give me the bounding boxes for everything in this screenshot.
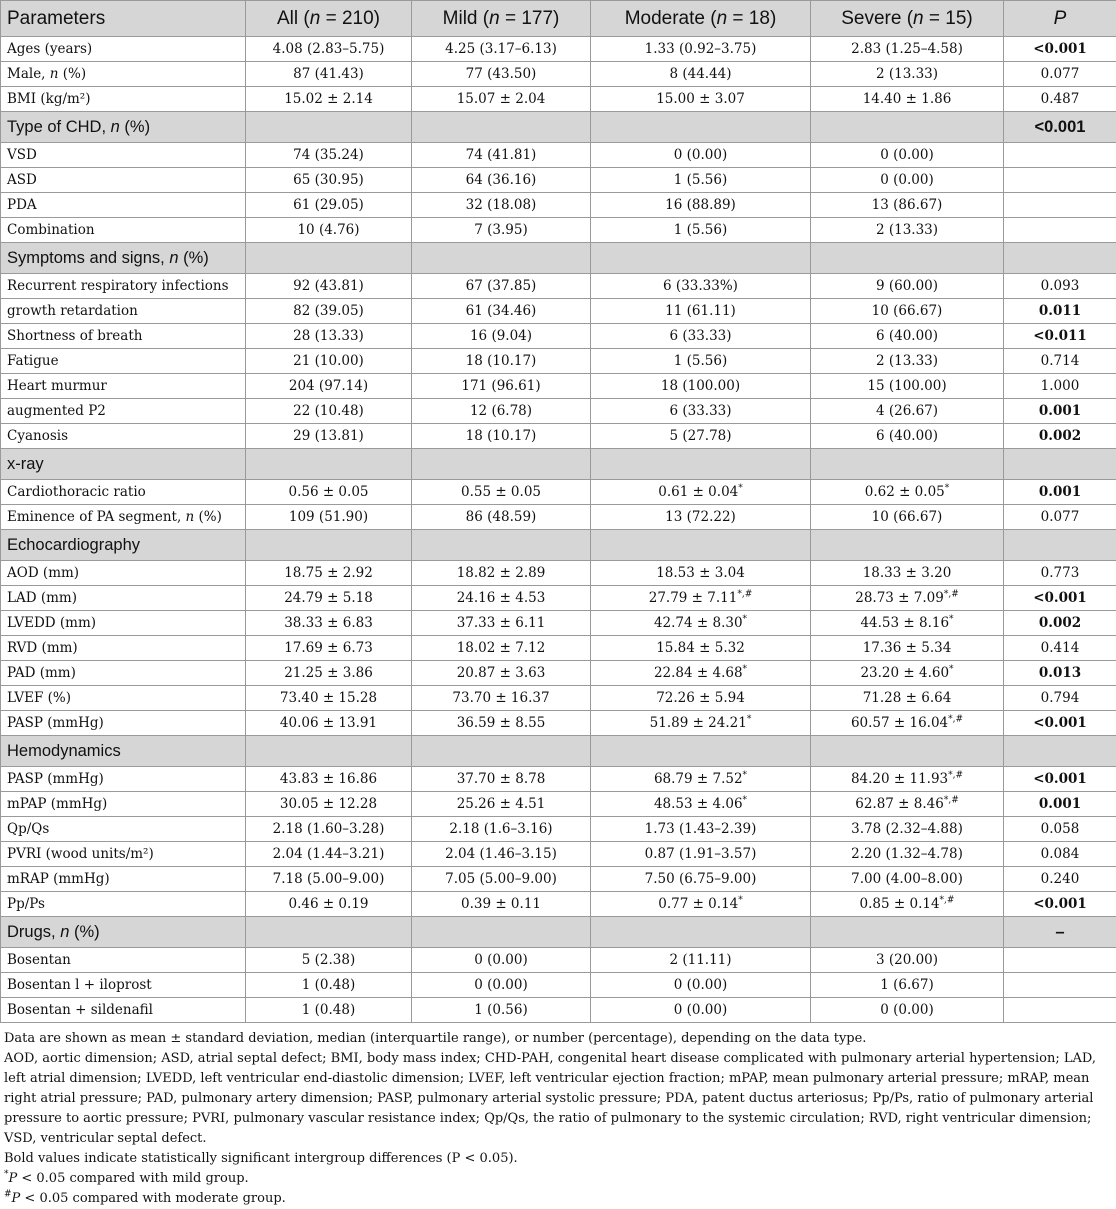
value-moderate: 68.79 ± 7.52*	[591, 767, 811, 792]
column-header-moderate: Moderate (n = 18)	[591, 1, 811, 37]
value-all: 61 (29.05)	[246, 193, 412, 218]
value-mild: 18.02 ± 7.12	[412, 636, 591, 661]
table-row	[1, 374, 1116, 399]
parameter-label: mPAP (mmHg)	[1, 792, 246, 817]
parameter-label: RVD (mm)	[1, 636, 246, 661]
value-moderate: 1 (5.56)	[591, 168, 811, 193]
table-row	[1, 87, 1116, 112]
value-all: 4.08 (2.83–5.75)	[246, 37, 412, 62]
parameter-label: PAD (mm)	[1, 661, 246, 686]
section-row	[1, 530, 1116, 561]
value-moderate: 6 (33.33)	[591, 324, 811, 349]
p-value: <0.001	[1004, 892, 1116, 917]
value-moderate: 1.33 (0.92–3.75)	[591, 37, 811, 62]
note-bold-values: Bold values indicate statistically significant intergroup differences (P < 0.05).	[4, 1149, 1112, 1169]
value-moderate: 18.53 ± 3.04	[591, 561, 811, 586]
table-row	[1, 349, 1116, 374]
value-all: 21.25 ± 3.86	[246, 661, 412, 686]
value-all: 28 (13.33)	[246, 324, 412, 349]
value-all: 1 (0.48)	[246, 998, 412, 1023]
table-row	[1, 480, 1116, 505]
value-all: 204 (97.14)	[246, 374, 412, 399]
parameter-label: Combination	[1, 218, 246, 243]
value-all: 5 (2.38)	[246, 948, 412, 973]
value-moderate: 11 (61.11)	[591, 299, 811, 324]
p-value	[1004, 193, 1116, 218]
table-row	[1, 37, 1116, 62]
p-value	[1004, 143, 1116, 168]
value-moderate: 6 (33.33)	[591, 399, 811, 424]
value-severe: 0.62 ± 0.05*	[811, 480, 1004, 505]
value-all: 29 (13.81)	[246, 424, 412, 449]
parameter-label: Fatigue	[1, 349, 246, 374]
parameter-label: Pp/Ps	[1, 892, 246, 917]
table-row	[1, 661, 1116, 686]
value-moderate: 27.79 ± 7.11*,#	[591, 586, 811, 611]
table-row	[1, 218, 1116, 243]
p-value: 0.084	[1004, 842, 1116, 867]
p-value: 0.077	[1004, 505, 1116, 530]
p-value: 1.000	[1004, 374, 1116, 399]
parameter-label: augmented P2	[1, 399, 246, 424]
value-mild: 36.59 ± 8.55	[412, 711, 591, 736]
value-mild: 37.33 ± 6.11	[412, 611, 591, 636]
section-p-value: –	[1004, 917, 1116, 948]
parameter-label: VSD	[1, 143, 246, 168]
table-row	[1, 168, 1116, 193]
value-all: 92 (43.81)	[246, 274, 412, 299]
value-severe: 9 (60.00)	[811, 274, 1004, 299]
value-all: 17.69 ± 6.73	[246, 636, 412, 661]
section-label: Hemodynamics	[1, 736, 246, 767]
column-header-parameters: Parameters	[1, 1, 246, 37]
table-row	[1, 274, 1116, 299]
value-mild: 18.82 ± 2.89	[412, 561, 591, 586]
header-row	[1, 1, 1116, 37]
value-all: 10 (4.76)	[246, 218, 412, 243]
value-mild: 18 (10.17)	[412, 424, 591, 449]
value-all: 82 (39.05)	[246, 299, 412, 324]
empty-cell	[412, 449, 591, 480]
value-mild: 4.25 (3.17–6.13)	[412, 37, 591, 62]
value-moderate: 7.50 (6.75–9.00)	[591, 867, 811, 892]
value-all: 65 (30.95)	[246, 168, 412, 193]
value-severe: 3 (20.00)	[811, 948, 1004, 973]
parameter-label: BMI (kg/m²)	[1, 87, 246, 112]
value-mild: 64 (36.16)	[412, 168, 591, 193]
table-row	[1, 767, 1116, 792]
value-mild: 7.05 (5.00–9.00)	[412, 867, 591, 892]
value-all: 2.18 (1.60–3.28)	[246, 817, 412, 842]
p-value: 0.240	[1004, 867, 1116, 892]
parameter-label: LVEDD (mm)	[1, 611, 246, 636]
value-severe: 10 (66.67)	[811, 505, 1004, 530]
table-row	[1, 399, 1116, 424]
column-header-severe: Severe (n = 15)	[811, 1, 1004, 37]
section-p-value	[1004, 243, 1116, 274]
parameter-label: Recurrent respiratory infections	[1, 274, 246, 299]
value-severe: 71.28 ± 6.64	[811, 686, 1004, 711]
value-severe: 0.85 ± 0.14*,#	[811, 892, 1004, 917]
value-severe: 2 (13.33)	[811, 62, 1004, 87]
p-value: 0.773	[1004, 561, 1116, 586]
value-all: 40.06 ± 13.91	[246, 711, 412, 736]
parameter-label: Qp/Qs	[1, 817, 246, 842]
parameter-label: Male, n (%)	[1, 62, 246, 87]
value-all: 24.79 ± 5.18	[246, 586, 412, 611]
note-data-shown: Data are shown as mean ± standard deviation, median (interquartile range), or number (percentage), depending on the data type.	[4, 1029, 1112, 1049]
table-row	[1, 424, 1116, 449]
value-mild: 15.07 ± 2.04	[412, 87, 591, 112]
value-severe: 7.00 (4.00–8.00)	[811, 867, 1004, 892]
p-value: 0.013	[1004, 661, 1116, 686]
p-value: 0.002	[1004, 611, 1116, 636]
value-severe: 3.78 (2.32–4.88)	[811, 817, 1004, 842]
value-all: 87 (41.43)	[246, 62, 412, 87]
section-row	[1, 243, 1116, 274]
value-severe: 84.20 ± 11.93*,#	[811, 767, 1004, 792]
value-all: 18.75 ± 2.92	[246, 561, 412, 586]
section-row	[1, 449, 1116, 480]
empty-cell	[412, 112, 591, 143]
table-row	[1, 193, 1116, 218]
value-severe: 1 (6.67)	[811, 973, 1004, 998]
table-body	[1, 37, 1116, 1023]
empty-cell	[591, 736, 811, 767]
footnote-hash: #P < 0.05 compared with moderate group.	[4, 1189, 1112, 1209]
section-p-value	[1004, 736, 1116, 767]
parameter-label: PDA	[1, 193, 246, 218]
empty-cell	[811, 917, 1004, 948]
value-mild: 0 (0.00)	[412, 948, 591, 973]
value-severe: 23.20 ± 4.60*	[811, 661, 1004, 686]
value-moderate: 1.73 (1.43–2.39)	[591, 817, 811, 842]
value-mild: 16 (9.04)	[412, 324, 591, 349]
p-value: <0.001	[1004, 586, 1116, 611]
value-moderate: 18 (100.00)	[591, 374, 811, 399]
value-moderate: 2 (11.11)	[591, 948, 811, 973]
value-all: 73.40 ± 15.28	[246, 686, 412, 711]
value-moderate: 16 (88.89)	[591, 193, 811, 218]
p-value	[1004, 218, 1116, 243]
value-moderate: 0.87 (1.91–3.57)	[591, 842, 811, 867]
value-severe: 14.40 ± 1.86	[811, 87, 1004, 112]
value-mild: 1 (0.56)	[412, 998, 591, 1023]
section-label: Type of CHD, n (%)	[1, 112, 246, 143]
table-row	[1, 892, 1116, 917]
p-value: <0.011	[1004, 324, 1116, 349]
table-row	[1, 505, 1116, 530]
section-row	[1, 736, 1116, 767]
value-mild: 0.55 ± 0.05	[412, 480, 591, 505]
value-mild: 67 (37.85)	[412, 274, 591, 299]
p-value	[1004, 973, 1116, 998]
empty-cell	[811, 736, 1004, 767]
parameter-label: ASD	[1, 168, 246, 193]
value-moderate: 1 (5.56)	[591, 218, 811, 243]
section-label: Symptoms and signs, n (%)	[1, 243, 246, 274]
p-value: 0.794	[1004, 686, 1116, 711]
table-row	[1, 867, 1116, 892]
value-severe: 6 (40.00)	[811, 324, 1004, 349]
value-all: 15.02 ± 2.14	[246, 87, 412, 112]
table-row	[1, 948, 1116, 973]
empty-cell	[412, 917, 591, 948]
empty-cell	[412, 736, 591, 767]
note-abbreviations: AOD, aortic dimension; ASD, atrial septal defect; BMI, body mass index; CHD-PAH, congenital heart disease complicated with pulmonary arterial hypertension; LAD, left atrial dimension; LVEDD, left ventricular end-diastolic dimension; LVEF, left ventricular ejection fraction; mPAP, mean pulmonary arterial pressure; mRAP, mean right atrial pressure; PAD, pulmonary artery dimension; PASP, pulmonary arterial systolic pressure; PDA, patent ductus arteriosus; Pp/Ps, ratio of pulmonary arterial pressure to aortic pressure; PVRI, pulmonary vascular resistance index; Qp/Qs, the ratio of pulmonary to the systemic circulation; RVD, right ventricular dimension; VSD, ventricular septal defect.	[4, 1049, 1112, 1149]
value-all: 38.33 ± 6.83	[246, 611, 412, 636]
value-severe: 28.73 ± 7.09*,#	[811, 586, 1004, 611]
value-severe: 18.33 ± 3.20	[811, 561, 1004, 586]
parameter-label: PASP (mmHg)	[1, 767, 246, 792]
empty-cell	[591, 112, 811, 143]
value-mild: 32 (18.08)	[412, 193, 591, 218]
value-mild: 0.39 ± 0.11	[412, 892, 591, 917]
table-row	[1, 792, 1116, 817]
value-moderate: 0 (0.00)	[591, 973, 811, 998]
table-row	[1, 711, 1116, 736]
p-value	[1004, 998, 1116, 1023]
parameter-label: Bosentan	[1, 948, 246, 973]
parameter-label: Cyanosis	[1, 424, 246, 449]
value-severe: 60.57 ± 16.04*,#	[811, 711, 1004, 736]
value-mild: 25.26 ± 4.51	[412, 792, 591, 817]
empty-cell	[811, 243, 1004, 274]
empty-cell	[246, 243, 412, 274]
value-mild: 74 (41.81)	[412, 143, 591, 168]
empty-cell	[246, 736, 412, 767]
p-value: 0.414	[1004, 636, 1116, 661]
value-moderate: 1 (5.56)	[591, 349, 811, 374]
value-severe: 0 (0.00)	[811, 998, 1004, 1023]
value-severe: 2.20 (1.32–4.78)	[811, 842, 1004, 867]
p-value: 0.001	[1004, 480, 1116, 505]
value-all: 109 (51.90)	[246, 505, 412, 530]
value-all: 21 (10.00)	[246, 349, 412, 374]
empty-cell	[811, 530, 1004, 561]
empty-cell	[412, 530, 591, 561]
value-mild: 0 (0.00)	[412, 973, 591, 998]
value-mild: 86 (48.59)	[412, 505, 591, 530]
value-mild: 77 (43.50)	[412, 62, 591, 87]
p-value: 0.002	[1004, 424, 1116, 449]
table-row	[1, 998, 1116, 1023]
value-severe: 0 (0.00)	[811, 143, 1004, 168]
value-moderate: 48.53 ± 4.06*	[591, 792, 811, 817]
parameter-label: LAD (mm)	[1, 586, 246, 611]
value-severe: 15 (100.00)	[811, 374, 1004, 399]
p-value	[1004, 168, 1116, 193]
p-value: <0.001	[1004, 767, 1116, 792]
parameter-label: Heart murmur	[1, 374, 246, 399]
value-severe: 2 (13.33)	[811, 349, 1004, 374]
footnote-star: *P < 0.05 compared with mild group.	[4, 1169, 1112, 1189]
value-severe: 2.83 (1.25–4.58)	[811, 37, 1004, 62]
value-severe: 44.53 ± 8.16*	[811, 611, 1004, 636]
value-mild: 171 (96.61)	[412, 374, 591, 399]
value-mild: 61 (34.46)	[412, 299, 591, 324]
p-value: <0.001	[1004, 711, 1116, 736]
parameter-label: Bosentan + sildenafil	[1, 998, 246, 1023]
value-mild: 24.16 ± 4.53	[412, 586, 591, 611]
value-moderate: 0.77 ± 0.14*	[591, 892, 811, 917]
parameter-label: PASP (mmHg)	[1, 711, 246, 736]
section-label: x-ray	[1, 449, 246, 480]
column-header-p: P	[1004, 1, 1116, 37]
value-severe: 6 (40.00)	[811, 424, 1004, 449]
parameter-label: PVRI (wood units/m²)	[1, 842, 246, 867]
parameter-label: Eminence of PA segment, n (%)	[1, 505, 246, 530]
value-moderate: 13 (72.22)	[591, 505, 811, 530]
p-value	[1004, 948, 1116, 973]
value-moderate: 0.61 ± 0.04*	[591, 480, 811, 505]
parameter-label: Bosentan l + iloprost	[1, 973, 246, 998]
value-mild: 73.70 ± 16.37	[412, 686, 591, 711]
value-mild: 2.04 (1.46–3.15)	[412, 842, 591, 867]
section-label: Drugs, n (%)	[1, 917, 246, 948]
value-moderate: 6 (33.33%)	[591, 274, 811, 299]
value-severe: 4 (26.67)	[811, 399, 1004, 424]
value-mild: 12 (6.78)	[412, 399, 591, 424]
table-row	[1, 324, 1116, 349]
empty-cell	[591, 449, 811, 480]
empty-cell	[811, 449, 1004, 480]
column-header-all: All (n = 210)	[246, 1, 412, 37]
value-moderate: 8 (44.44)	[591, 62, 811, 87]
empty-cell	[246, 449, 412, 480]
value-all: 43.83 ± 16.86	[246, 767, 412, 792]
value-moderate: 22.84 ± 4.68*	[591, 661, 811, 686]
table-row	[1, 842, 1116, 867]
value-moderate: 0 (0.00)	[591, 998, 811, 1023]
column-header-mild: Mild (n = 177)	[412, 1, 591, 37]
value-severe: 2 (13.33)	[811, 218, 1004, 243]
empty-cell	[811, 112, 1004, 143]
value-mild: 2.18 (1.6–3.16)	[412, 817, 591, 842]
value-moderate: 51.89 ± 24.21*	[591, 711, 811, 736]
parameter-label: mRAP (mmHg)	[1, 867, 246, 892]
value-severe: 0 (0.00)	[811, 168, 1004, 193]
parameter-label: Cardiothoracic ratio	[1, 480, 246, 505]
p-value: 0.001	[1004, 792, 1116, 817]
value-all: 7.18 (5.00–9.00)	[246, 867, 412, 892]
value-all: 0.56 ± 0.05	[246, 480, 412, 505]
empty-cell	[591, 530, 811, 561]
section-label: Echocardiography	[1, 530, 246, 561]
table-row	[1, 299, 1116, 324]
empty-cell	[246, 917, 412, 948]
value-severe: 62.87 ± 8.46*,#	[811, 792, 1004, 817]
parameter-label: growth retardation	[1, 299, 246, 324]
table-row	[1, 62, 1116, 87]
parameter-label: Ages (years)	[1, 37, 246, 62]
value-all: 74 (35.24)	[246, 143, 412, 168]
value-all: 0.46 ± 0.19	[246, 892, 412, 917]
table-row	[1, 561, 1116, 586]
table-row	[1, 143, 1116, 168]
value-moderate: 42.74 ± 8.30*	[591, 611, 811, 636]
table-row	[1, 611, 1116, 636]
parameter-label: LVEF (%)	[1, 686, 246, 711]
section-p-value	[1004, 530, 1116, 561]
value-moderate: 15.84 ± 5.32	[591, 636, 811, 661]
p-value: 0.077	[1004, 62, 1116, 87]
parameter-label: AOD (mm)	[1, 561, 246, 586]
parameter-label: Shortness of breath	[1, 324, 246, 349]
value-moderate: 15.00 ± 3.07	[591, 87, 811, 112]
value-mild: 18 (10.17)	[412, 349, 591, 374]
section-row	[1, 917, 1116, 948]
value-all: 2.04 (1.44–3.21)	[246, 842, 412, 867]
p-value: 0.487	[1004, 87, 1116, 112]
section-p-value	[1004, 449, 1116, 480]
empty-cell	[591, 243, 811, 274]
table-row	[1, 686, 1116, 711]
table-row	[1, 817, 1116, 842]
section-row	[1, 112, 1116, 143]
section-p-value: <0.001	[1004, 112, 1116, 143]
table-row	[1, 636, 1116, 661]
value-moderate: 5 (27.78)	[591, 424, 811, 449]
value-mild: 7 (3.95)	[412, 218, 591, 243]
p-value: 0.093	[1004, 274, 1116, 299]
p-value: 0.058	[1004, 817, 1116, 842]
value-all: 22 (10.48)	[246, 399, 412, 424]
p-value: 0.714	[1004, 349, 1116, 374]
value-mild: 37.70 ± 8.78	[412, 767, 591, 792]
table-row	[1, 973, 1116, 998]
value-moderate: 72.26 ± 5.94	[591, 686, 811, 711]
empty-cell	[246, 112, 412, 143]
value-severe: 13 (86.67)	[811, 193, 1004, 218]
value-all: 1 (0.48)	[246, 973, 412, 998]
value-moderate: 0 (0.00)	[591, 143, 811, 168]
value-severe: 10 (66.67)	[811, 299, 1004, 324]
value-all: 30.05 ± 12.28	[246, 792, 412, 817]
empty-cell	[412, 243, 591, 274]
value-mild: 20.87 ± 3.63	[412, 661, 591, 686]
value-severe: 17.36 ± 5.34	[811, 636, 1004, 661]
empty-cell	[246, 530, 412, 561]
empty-cell	[591, 917, 811, 948]
table-row	[1, 586, 1116, 611]
p-value: 0.011	[1004, 299, 1116, 324]
p-value: 0.001	[1004, 399, 1116, 424]
table-notes	[0, 1023, 1116, 1209]
p-value: <0.001	[1004, 37, 1116, 62]
